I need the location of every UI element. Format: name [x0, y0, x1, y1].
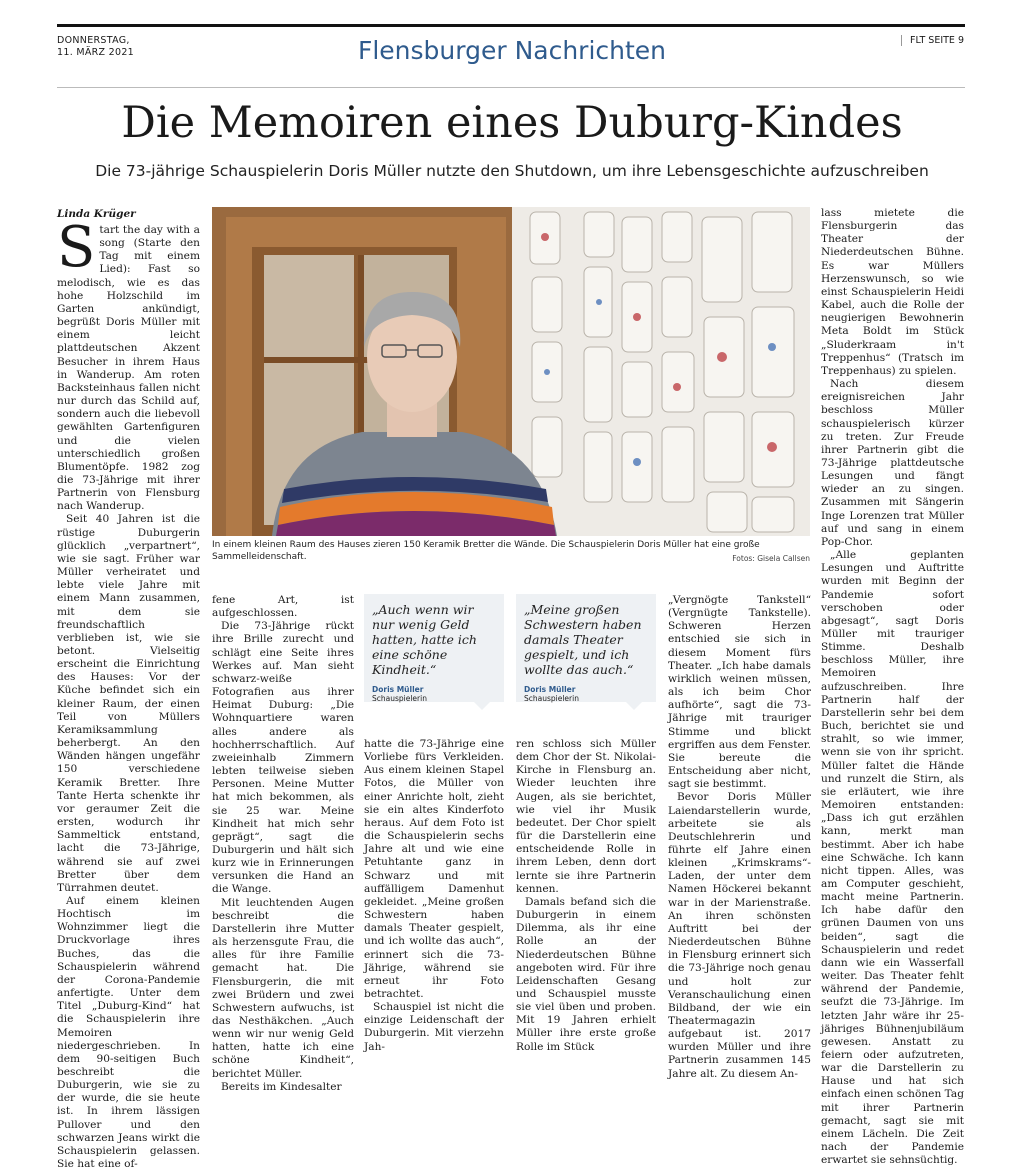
photo-illustration — [212, 207, 810, 536]
column-5 — [668, 594, 811, 1080]
quote-tail — [474, 702, 490, 710]
top-rule — [57, 24, 965, 27]
subheadline: Die 73-jährige Schauspielerin Doris Müller nutzte den Shutdown, um ihre Lebensgeschichte aufzuschreiben — [95, 162, 929, 180]
paragraph: „Alle geplanten Lesungen und Auftritte wurden mit Beginn der Pandemie sofort verschoben oder abgesagt“, sagt Doris Müller mit trauriger Stimme. Deshalb beschloss Müller, ihre Memoiren aufzuschreiben. Ihre Partnerin half der Darstellerin sehr bei dem Buch, berichtet sie und strahlt, so wie immer, wenn sie von ihr spricht. Müller faltet die Hände und runzelt die Stirn, als sie erläutert, wie ihre Memoiren entstanden: „Dass ich gut erzählen kann, merkt man bestimmt. Aber ich habe eine Schwäche. Ich kann nicht tippen. Alles, was am Computer geschieht, macht meine Partnerin. Ich habe dafür den grünen Daumen von uns beiden“, sagt die Schauspielerin und redet dann wie ein Wasserfall weiter. Das Theater fehlt während der Pandemie, seufzt die 73-Jährige. Im letzten Jahr wäre ihr 25-jähriges Bühnenjubiläum gewesen. Anstatt zu feiern oder aufzutreten, war die Darstellerin zu Hause und hat sich einfach einen schönen Tag mit ihrer Partnerin gemacht, sagt sie mit einem Lächeln. Die Zeit nach der Pandemie erwartet sie sehnsüchtig. — [821, 549, 964, 1167]
quote-text: „Auch wenn wir nur wenig Geld hatten, hatte ich eine schöne Kindheit.“ — [372, 602, 477, 677]
quote-name: Doris Müller — [524, 685, 576, 694]
paragraph: Bereits im Kindesalter — [221, 1080, 342, 1093]
photo-credit: Fotos: Gisela Callsen — [732, 554, 810, 563]
paragraph: Nach diesem ereignisreichen Jahr beschloss Müller schauspielerisch kürzer zu treten. Zur Freude ihrer Partnerin gibt die 73-Jährige plattdeutsche Lesungen und fängt wieder an zu singen. Zusammen mit Sängerin Inge Lorenzen trat Müller auf und sang in einem Pop-Chor. — [821, 378, 964, 548]
paragraph: „Vergnögte Tankstell“ (Vergnügte Tankstelle). Schweren Herzen entschied sie sich in diesem Moment fürs Theater. „Ich habe damals wirklich weinen müssen, als ich beim Chor aufhörte“, sagt die 73-Jährige mit trauriger Stimme und blickt ergriffen aus dem Fenster. Sie bereute die Entscheidung aber nicht, sagt sie bestimmt. — [668, 594, 811, 791]
column-4 — [516, 738, 656, 1053]
paragraph: ren schloss sich Müller dem Chor der St. Nikolai-Kirche in Flensburg an. Wieder leuchten ihre Augen, als sie berichtet, wie viel ihr Musik bedeutet. Der Chor spielt für die Darstellerin eine entscheidende Rolle in ihrem Leben, denn dort lernte sie ihre Partnerin kennen. — [516, 738, 656, 895]
section-title: Flensburger Nachrichten — [357, 36, 667, 65]
quote-tail — [626, 702, 642, 710]
column-2 — [212, 594, 354, 1093]
paragraph: fene Art, ist aufgeschlossen. — [212, 594, 354, 620]
paragraph: hatte die 73-Jährige eine Vorliebe fürs Verkleiden. Aus einem kleinen Stapel Fotos, die Müller von einer Anrichte holt, zieht sie ein altes Kinderfoto heraus. Auf dem Foto ist die Schauspielerin sechs Jahre alt und wie eine Petuhtante ganz in Schwarz und mit auffälligem Damenhut gekleidet. „Meine großen Schwestern haben damals Theater gespielt, und ich wollte das auch“, erinnert sich die 73-Jährige, während sie erneut ihr Foto betrachtet. — [364, 738, 504, 1000]
dateline-date: 11. MÄRZ 2021 — [57, 47, 135, 58]
paragraph: Auf einem kleinen Hochtisch im Wohnzimmer liegt die Druckvorlage ihres Buches, das die Schauspielerin während der Corona-Pandemie anfertigte. Unter dem Titel „Duburg-Kind“ hat die Schauspielerin ihre Memoiren niedergeschrieben. In dem 90-seitigen Buch beschreibt die Duburgerin, wie sie zu der wurde, die sie heute ist. In ihrem lässigen Pullover und den schwarzen Jeans wirkt die Schauspielerin gelassen. Sie hat eine of- — [57, 894, 200, 1171]
dateline-day: DONNERSTAG, — [57, 35, 130, 46]
pull-quote-1 — [364, 594, 504, 702]
column-1 — [57, 215, 200, 1171]
photo-caption: In einem kleinen Raum des Hauses zieren 150 Keramik Bretter die Wände. Die Schauspielerin Doris Müller hat eine große Sammelleidenschaft. — [212, 540, 760, 562]
paragraph: Bevor Doris Müller Laiendarstellerin wurde, arbeitete sie als Deutschlehrerin und führte elf Jahre einen kleinen „Krimskrams“-Laden, der unter dem Namen Höckerei bekannt war in der Marienstraße. An ihren schönsten Auftritt bei der Niederdeutschen Bühne in Flensburg erinnert sich die 73-Jährige noch genau und holt zur Veranschaulichung einen Bildband, der wie ein Theatermagazin aufgebaut ist. 2017 wurden Müller und ihre Partnerin zusammen 145 Jahre alt. Zu diesem An- — [668, 791, 811, 1080]
paragraph: lass mietete die Flensburgerin das Theater der Niederdeutschen Bühne. Es war Müllers Herzenswunsch, so wie einst Schauspielerin Heidi Kabel, auch die Rolle der neugierigen Bewohnerin Meta Boldt im Stück „Sluderkraam in't Treppenhus“ (Tratsch im Treppenhaus) zu spielen. — [821, 207, 964, 377]
header-rule — [57, 87, 965, 88]
column-6 — [821, 207, 964, 1167]
paragraph: Mit leuchtenden Augen beschreibt die Darstellerin ihre Mutter als herzensgute Frau, die alles für ihre Familie gemacht hat. Die Flensburgerin, die mit zwei Brüdern und zwei Schwestern aufwuchs, ist das Nesthäkchen. „Auch wenn wir nur wenig Geld hatten, hatte ich eine schöne Kindheit“, berichtet Müller. — [212, 896, 354, 1080]
page-number: FLT SEITE 9 — [901, 35, 964, 46]
quote-role: Schauspielerin — [372, 694, 427, 703]
column-3 — [364, 738, 504, 1053]
article-photo — [212, 207, 810, 536]
drop-cap: S — [57, 215, 96, 280]
quote-role: Schauspielerin — [524, 694, 579, 703]
quote-text: „Meine großen Schwestern haben damals Theater gespielt, und ich wollte das auch.“ — [524, 602, 642, 677]
pull-quote-2 — [516, 594, 656, 702]
paragraph: Seit 40 Jahren ist die rüstige Duburgerin glücklich „verpartnert“, wie sie sagt. Früher war Müller verheiratet und lebte viele Jahre mit einem Mann zusammen, mit dem sie freundschaftlich verblieben ist, wie sie betont. Vielseitig erscheint die Einrichtung des Hauses: Vor der Küche befindet sich ein kleiner Raum, der einen Teil von Müllers Keramiksammlung beherbergt. An den Wänden hängen ungefähr 150 verschiedene Keramik Bretter. Ihre Tante Herta schenkte ihr vor geraumer Zeit die ersten, wodurch ihr Sammeltick entstand, lacht die 73-Jährige, während sie auf zwei Bretter über dem Türrahmen deutet. — [57, 513, 200, 894]
paragraph: Schauspiel ist nicht die einzige Leidenschaft der Duburgerin. Mit vierzehn Jah- — [364, 1001, 504, 1053]
headline: Die Memoiren eines Duburg-Kindes — [121, 98, 903, 148]
author: Linda Krüger — [57, 208, 136, 220]
paragraph: Damals befand sich die Duburgerin in einem Dilemma, als ihr eine Rolle an der Niederdeutschen Bühne angeboten wird. Für ihre Leidenschaften Gesang und Schauspiel musste sie viel üben und proben. Mit 19 Jahren erhielt Müller ihre erste große Rolle im Stück — [516, 895, 656, 1053]
paragraph: Die 73-Jährige rückt ihre Brille zurecht und schlägt eine Seite ihres Werkes auf. Man sieht schwarz-weiße Fotografien aus ihrer Heimat Duburg: „Die Wohnquartiere waren alles andere als hochherrschaftlich. Auf zweieinhalb Zimmern lebten teilweise sieben Personen. Meine Mutter hat mich bekommen, als sie 25 war. Meine Kindheit hat mich sehr geprägt“, sagt die Duburgerin und hält sich kurz wie in Erinnerungen versunken die Hand an die Wange. — [212, 620, 354, 896]
paragraph: Start the day with a song (Starte den Tag mit einem Lied): Fast so melodisch, wie es das hohe Holzschild im Garten ankündigt, begrüßt Doris Müller mit einem leicht plattdeutschen Akzent Besucher in ihrem Haus in Wanderup. Am roten Backsteinhaus fallen nicht nur durch das Schild auf, sondern auch die liebevoll gewählten Gartenfiguren und die vielen unterschiedlich großen Blumentöpfe. 1982 zog die 73-Jährige mit ihrer Partnerin von Flensburg nach Wanderup. — [57, 215, 200, 513]
quote-name: Doris Müller — [372, 685, 424, 694]
